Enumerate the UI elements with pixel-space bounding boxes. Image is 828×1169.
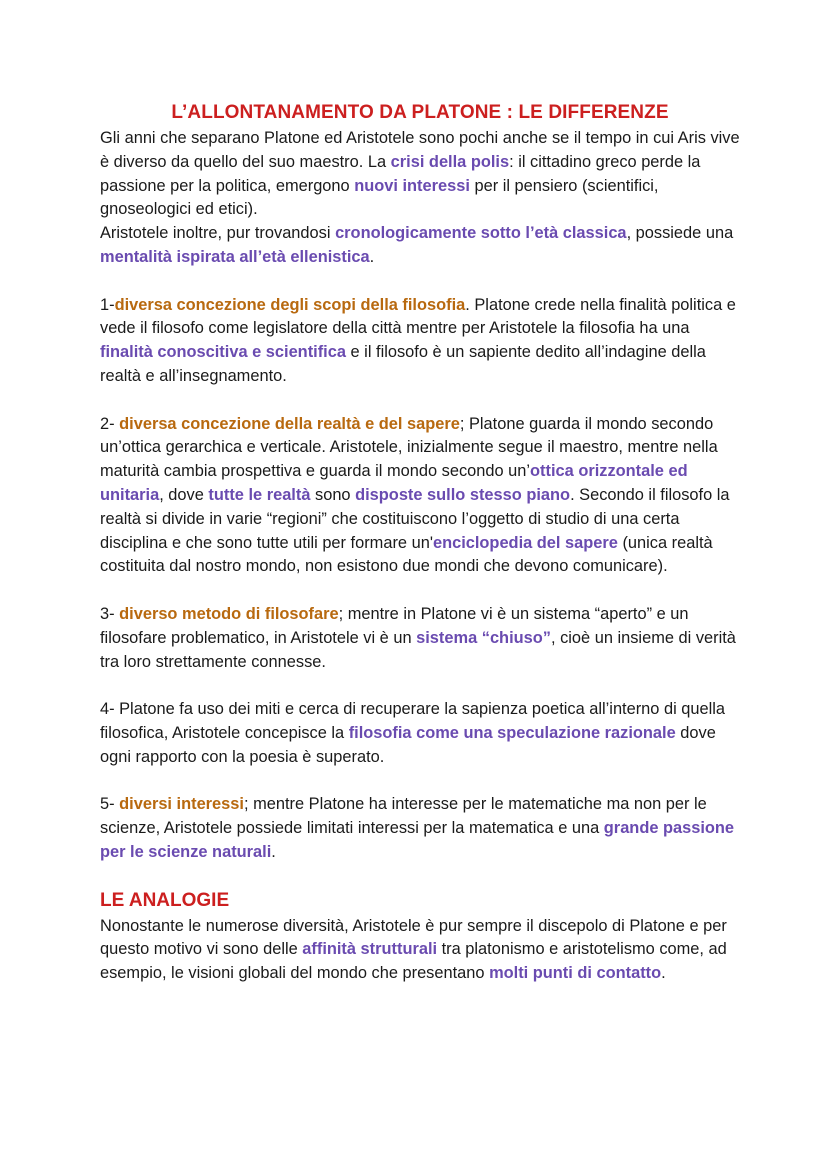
- text: : il cittadino greco perde la passione per la politica, emergono: [100, 152, 701, 195]
- text: .: [661, 964, 666, 983]
- text: . Secondo il filosofo la realtà si divide in varie “regioni” che costituiscono l’oggetto di studio di una certa disciplina e che sono tutte utili per formare un': [100, 485, 730, 552]
- text: Aristotele inoltre, pur trovandosi: [100, 224, 336, 243]
- point-heading: diverso metodo di filosofare: [119, 604, 339, 623]
- page-title: L’ALLONTANAMENTO DA PLATONE : LE DIFFERENZE: [171, 102, 669, 123]
- text: sono: [310, 485, 356, 504]
- analogie-paragraph: [100, 915, 740, 986]
- highlight: molti punti di contatto: [489, 964, 662, 983]
- highlight: tutte le realtà: [208, 485, 311, 504]
- point-number: 3-: [100, 604, 120, 623]
- text: dove ogni rapporto con la poesia è superato.: [100, 723, 716, 766]
- text: , dove: [159, 485, 209, 504]
- highlight: grande passione per le scienze naturali: [100, 819, 735, 861]
- text: .: [369, 247, 375, 266]
- spacer: [100, 865, 740, 889]
- highlight: affinità strutturali: [302, 940, 438, 959]
- document-page: [100, 100, 740, 986]
- point-number: 2-: [100, 414, 120, 433]
- highlight: ottica orizzontale ed unitaria: [100, 462, 688, 504]
- point-number: 1-: [100, 295, 115, 314]
- point-3: [100, 603, 740, 674]
- highlight-mentalita: mentalità ispirata all’età ellenistica: [100, 247, 370, 266]
- text: . Platone crede nella finalità politica e vede il filosofo come legislatore della città mentre per Aristotele la filosofia ha una: [100, 295, 736, 338]
- text: , cioè un insieme di verità tra loro strettamente connesse.: [100, 628, 736, 671]
- highlight: finalità conoscitiva e scientifica: [100, 343, 346, 362]
- point-heading: diversa concezione degli scopi della filosofia: [114, 295, 466, 314]
- text: (unica realtà costituita dal nostro mondo, non esistono due mondi che devono comunicare).: [100, 533, 713, 576]
- highlight: disposte sullo stesso piano: [355, 485, 571, 504]
- highlight: sistema “chiuso”: [416, 628, 551, 647]
- spacer: [100, 770, 740, 794]
- point-4: [100, 698, 740, 769]
- point-number: 5-: [100, 795, 120, 814]
- section-heading-analogie: LE ANALOGIE: [100, 889, 230, 911]
- spacer: [100, 579, 740, 603]
- intro-paragraph-2: [100, 222, 740, 270]
- point-5: [100, 793, 740, 864]
- highlight: enciclopedia del sapere: [432, 533, 618, 552]
- spacer: [100, 674, 740, 698]
- text: ; mentre Platone ha interesse per le matematiche ma non per le scienze, Aristotele possiede limitati interessi per la matematica e una: [100, 795, 707, 838]
- text: per il pensiero (scientifici, gnoseologici ed etici).: [100, 176, 659, 219]
- spacer: [100, 270, 740, 294]
- highlight-crisi-polis: crisi della polis: [390, 152, 510, 171]
- text: ; mentre in Platone vi è un sistema “aperto” e un filosofare problematico, in Aristotele vi è un: [100, 604, 689, 647]
- text: 4- Platone fa uso dei miti e cerca di recuperare la sapienza poetica all’interno di quella filosofica, Aristotele concepisce la: [100, 700, 726, 742]
- text: tra platonismo e aristotelismo come, ad esempio, le visioni globali del mondo che presentano: [100, 940, 727, 983]
- text: e il filosofo è un sapiente dedito all’indagine della realtà e all’insegnamento.: [100, 343, 706, 385]
- point-1: [100, 294, 740, 389]
- text: ; Platone guarda il mondo secondo un’ottica gerarchica e verticale. Aristotele, inizialmente segue il maestro, mentre nella maturità cambia prospettiva e guarda il mondo secondo un’: [100, 414, 718, 481]
- point-heading: diversi interessi: [119, 795, 244, 814]
- text: Gli anni che separano Platone ed Aristotele sono pochi anche se il tempo in cui Aris vive è diverso da quello del suo maestro. La: [100, 129, 740, 171]
- text: Nonostante le numerose diversità, Aristotele è pur sempre il discepolo di Platone e per questo motivo vi sono delle: [100, 916, 727, 959]
- spacer: [100, 389, 740, 413]
- text: , possiede una: [626, 224, 734, 243]
- point-2: [100, 413, 740, 580]
- highlight: filosofia come una speculazione razionale: [348, 723, 676, 742]
- highlight-cronologicamente: cronologicamente sotto l’età classica: [335, 224, 627, 243]
- highlight-nuovi-interessi: nuovi interessi: [354, 176, 470, 195]
- intro-paragraph-1: [100, 127, 740, 222]
- point-heading: diversa concezione della realtà e del sapere: [119, 414, 460, 433]
- text: .: [271, 842, 276, 861]
